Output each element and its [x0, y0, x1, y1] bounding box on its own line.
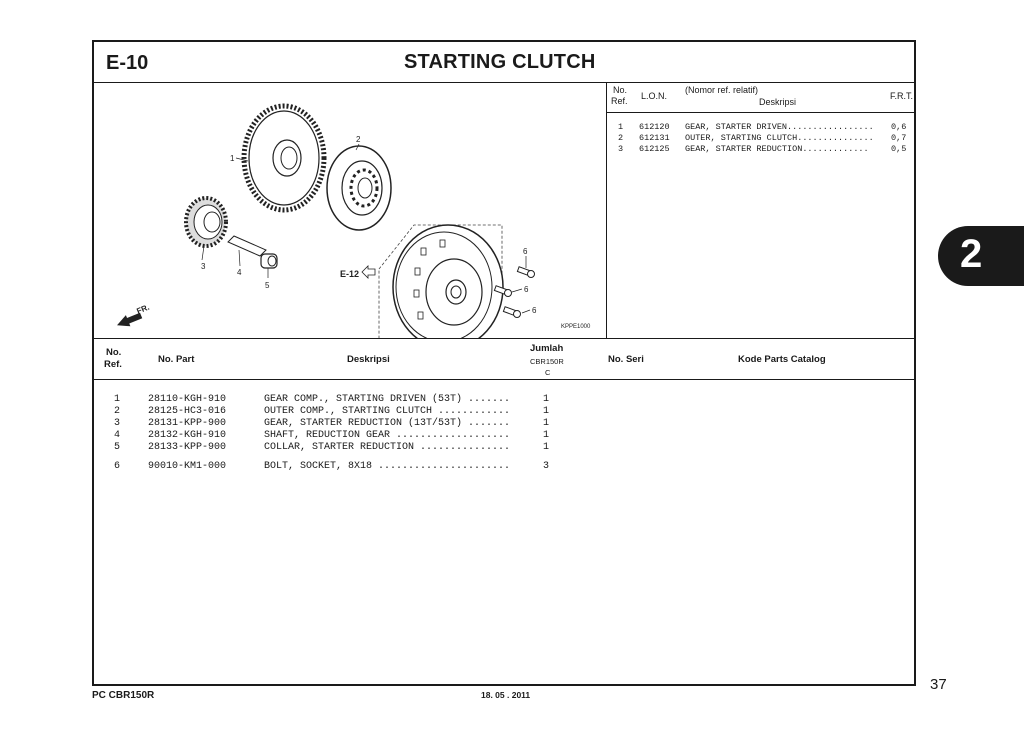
catalog-page-frame: [92, 40, 916, 686]
table-row: 5 28133-KPP-900 COLLAR, STARTER REDUCTION ............... 1: [114, 442, 550, 453]
front-label: FR.: [135, 302, 151, 316]
section-code: E-10: [106, 52, 149, 74]
parts-table-header: No. Ref. No. Part Deskripsi Jumlah CBR150R C No. Seri Kode Parts Catalog: [94, 338, 914, 380]
footer-date: 18. 05 . 2011: [481, 690, 531, 700]
table-row: 6 90010-KM1-000 BOLT, SOCKET, 8X18 ...................... 3: [114, 461, 550, 472]
lon-table-header: No. Ref. L.O.N. (Nomor ref. relatif) Deskripsi F.R.T.: [607, 82, 914, 113]
callout-3: 3: [201, 262, 206, 271]
callout-2: 2: [356, 135, 361, 144]
chapter-number: 2: [960, 232, 983, 276]
arrow-left-icon: [362, 266, 375, 278]
reduction-gear-drawing: [186, 198, 226, 246]
flywheel-drawing: [393, 225, 503, 338]
callout-6b: 6: [524, 285, 529, 294]
cross-ref-label: E-12: [340, 269, 360, 279]
parts-illustration: [94, 82, 606, 338]
table-row: 1 28110-KGH-910 GEAR COMP., STARTING DRIVEN (53T) ....... 1: [114, 394, 550, 405]
section-header: [94, 42, 914, 83]
section-title: STARTING CLUTCH: [404, 51, 596, 73]
page-number: 37: [930, 676, 947, 693]
starter-driven-gear-drawing: [244, 106, 324, 210]
collar-drawing: [261, 254, 277, 268]
callout-5: 5: [265, 281, 270, 290]
lon-row: 1 612120 GEAR, STARTER DRIVEN................. 0,6: [618, 122, 907, 132]
footer-model: PC CBR150R: [92, 690, 155, 701]
table-row: 4 28132-KGH-910 SHAFT, REDUCTION GEAR ................... 1: [114, 430, 550, 441]
table-row: 3 28131-KPP-900 GEAR, STARTER REDUCTION (13T/53T) ....... 1: [114, 418, 550, 429]
starting-clutch-outer-drawing: [327, 146, 391, 230]
chapter-tab: [938, 226, 1024, 286]
reduction-shaft-drawing: [228, 236, 266, 256]
table-row: 2 28125-HC3-016 OUTER COMP., STARTING CLUTCH ............ 1: [114, 406, 550, 417]
lon-row: 2 612131 OUTER, STARTING CLUTCH............... 0,7: [618, 133, 907, 143]
figure-code: KPPE1000: [561, 324, 591, 330]
callout-6a: 6: [523, 247, 528, 256]
labor-operation-table: [607, 82, 914, 338]
callout-6c: 6: [532, 306, 537, 315]
exploded-diagram: [94, 82, 607, 338]
lon-row: 3 612125 GEAR, STARTER REDUCTION............. 0,5: [618, 144, 907, 154]
callout-4: 4: [237, 268, 242, 277]
callout-1: 1: [230, 154, 235, 163]
